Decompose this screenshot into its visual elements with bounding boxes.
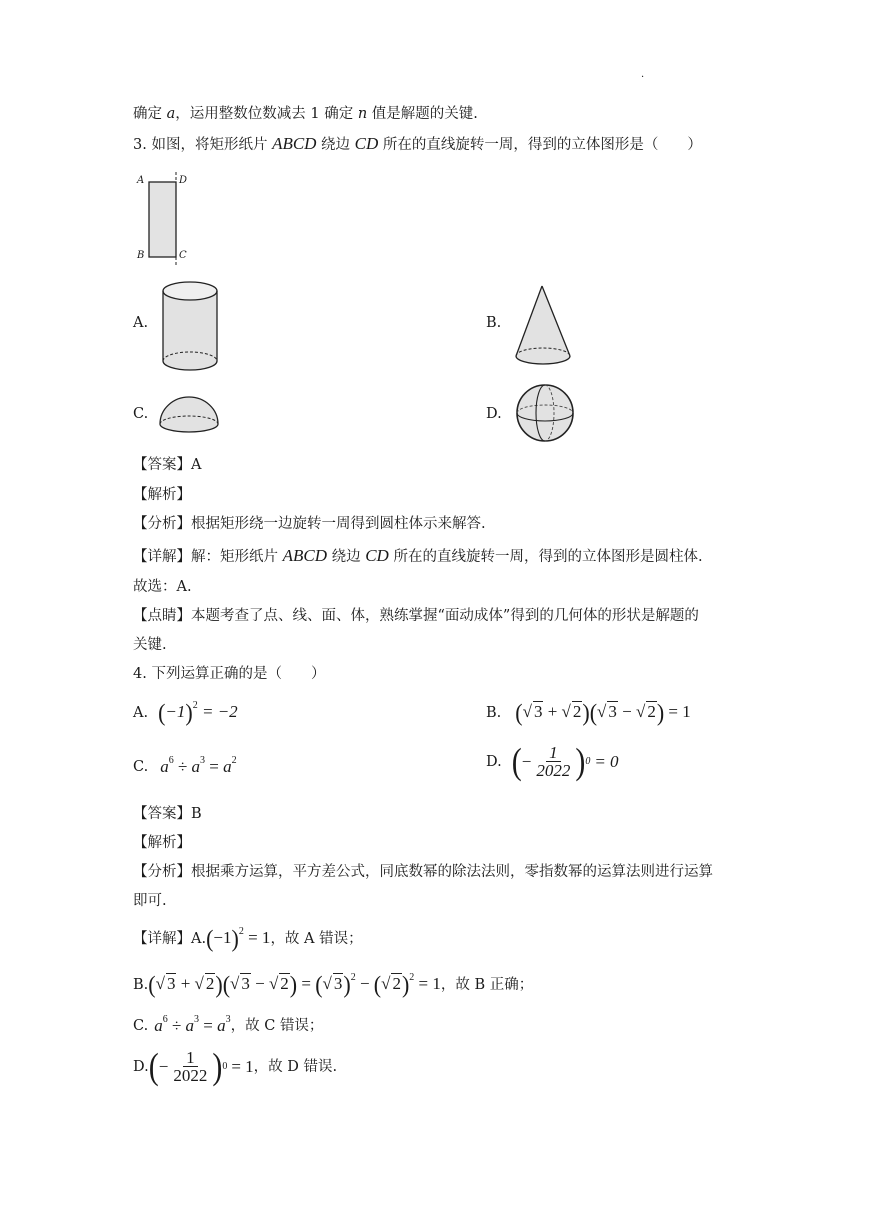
numerator: 1 [183,1049,198,1067]
text: 绕边 [316,137,355,153]
rhs: = 1 [248,927,271,947]
text: 【详解】A. [133,931,207,947]
text: ，运用整数位数减去 1 确定 [175,106,358,122]
rhs: = 1 [231,1057,254,1076]
exponent: 2 [238,925,244,937]
text: ，故 D 错误. [253,1059,338,1075]
exponent: 6 [162,1014,168,1025]
text: ，故 C 错误； [230,1018,324,1034]
exponent: 6 [168,755,174,766]
q4-analysis-heading: 【解析】 [133,835,191,851]
option-c-expr [160,757,236,777]
text: ，故 A 错误； [270,931,363,947]
math-abcd: ABCD [282,546,327,565]
sqrt3: 3 [608,701,617,721]
option-a-expr: $(-1)^2 = -2$ [158,698,238,727]
sphere-icon[interactable] [515,384,577,444]
var-a: a [160,757,169,776]
exponent: 3 [225,1014,231,1025]
denominator: 2022 [173,1066,208,1085]
sqrt3: 3 [241,973,250,993]
previous-answer-tail [133,104,478,124]
detail-c-expr: $a^6 \div a^3 = a^3$ [154,1014,231,1035]
text: D. [133,1059,149,1075]
question-3-stem [133,134,702,155]
rhs: = 1 [668,701,691,721]
rhs: = −2 [201,701,238,721]
detail-b-expr: (√ 3 + √ 2)(√ 3 − √ 2) = (√ 3)$^2$ − (√ 2)$^2$ = 1 [148,970,441,999]
cylinder-icon[interactable] [160,279,220,374]
q4-analysis-1: 【分析】根据乘方运算，平方差公式，同底数幂的除法法则，零指数幂的运算法则进行运算 [133,864,713,880]
q4-detail-a [133,926,363,952]
option-label: D. [486,754,502,770]
option-label: A. [133,705,149,721]
q4-option-d[interactable] [486,740,619,782]
q4-detail-c [133,1016,323,1036]
option-b-label[interactable]: B. [486,315,502,331]
sqrt2: 2 [205,973,215,993]
sqrt2: 2 [392,973,401,993]
option-label: B. [486,705,502,721]
text: ，故 B 正确； [440,977,534,993]
sqrt3: 3 [333,973,343,993]
label-d: D [179,175,188,186]
text: 3. 如图，将矩形纸片 [133,137,273,153]
question-4-stem: 4. 下列运算正确的是（ ） [133,666,326,682]
text: 确定 [133,106,167,122]
text: 所在的直线旋转一周，得到的立体图形是（ ） [378,137,702,153]
q3-answer: 【答案】A [133,457,202,473]
label-b: B [137,250,145,261]
q4-answer: 【答案】B [133,806,202,822]
q4-option-a[interactable] [133,700,238,726]
minus: − [622,701,632,721]
math-cd: CD [354,134,379,153]
q3-choice: 故选：A. [133,579,192,595]
exponent: 3 [194,1014,200,1025]
var-a: a [166,106,176,122]
text: 绕边 [327,549,366,565]
sqrt2: 2 [647,701,656,721]
option-c-label[interactable]: C. [133,406,149,422]
equals: = [209,757,219,776]
q4-detail-b [133,972,533,998]
var-a: a [223,757,232,776]
numerator: 1 [546,744,561,762]
option-a-label[interactable]: A. [133,315,149,331]
var-a: a [191,757,201,776]
text: 【详解】解：矩形纸片 [133,549,283,565]
detail-a-expr: $(-1)^2 = 1$ [206,924,271,953]
q3-detail [133,546,703,567]
text: 所在的直线旋转一周，得到的立体图形是圆柱体. [388,549,703,565]
cone-icon[interactable] [512,284,576,374]
q3-analysis-heading: 【解析】 [133,487,191,503]
sqrt2: 2 [280,973,289,993]
minus: − [521,752,532,771]
option-d-expr: ( − $\frac{1}{2022}$ ) 0 = 0 [511,740,619,782]
page-marker-dot: · [641,72,645,83]
option-label: C. [133,759,149,775]
sqrt3: 3 [533,701,543,721]
option-d-label[interactable]: D. [486,406,502,422]
detail-d-expr: ( − $\frac{1}{2022}$ ) 0 = 1 [148,1045,254,1087]
var-n: n [357,106,368,122]
sqrt2: 2 [572,701,582,721]
divide: ÷ [177,757,188,776]
denominator: 2022 [536,761,571,780]
label-c: C [179,250,187,261]
q3-comment-2: 关键. [133,637,167,653]
text: 值是解题的关键. [367,106,478,122]
rhs: = 1 [418,973,441,993]
base: −1 [213,927,232,947]
exponent: 2 [231,755,237,766]
label-a: A [137,175,145,186]
text: C. [133,1018,149,1034]
sqrt3: 3 [166,973,176,993]
q3-comment-1: 【点睛】本题考查了点、线、面、体，熟练掌握“面动成体”得到的几何体的形状是解题的 [133,608,699,624]
q4-option-c[interactable] [133,757,237,777]
base: −1 [165,701,186,721]
math-abcd: ABCD [272,134,317,153]
exponent: 2 [350,971,356,983]
q3-analysis: 【分析】根据矩形绕一边旋转一周得到圆柱体示来解答. [133,516,486,532]
plus: + [547,701,558,721]
text: B. [133,977,149,993]
math-cd: CD [365,546,389,565]
exponent: 2 [409,971,415,983]
exponent: 3 [200,755,206,766]
rhs: = 0 [594,752,619,771]
q4-detail-d [133,1045,338,1087]
q4-option-b[interactable] [486,700,691,726]
hemisphere-icon[interactable] [158,396,220,438]
option-b-expr: (√ 3 + √ 2)(√ 3 − √ 2) = 1 [515,698,691,727]
exponent: 2 [192,699,198,711]
q4-analysis-2: 即可. [133,893,167,909]
